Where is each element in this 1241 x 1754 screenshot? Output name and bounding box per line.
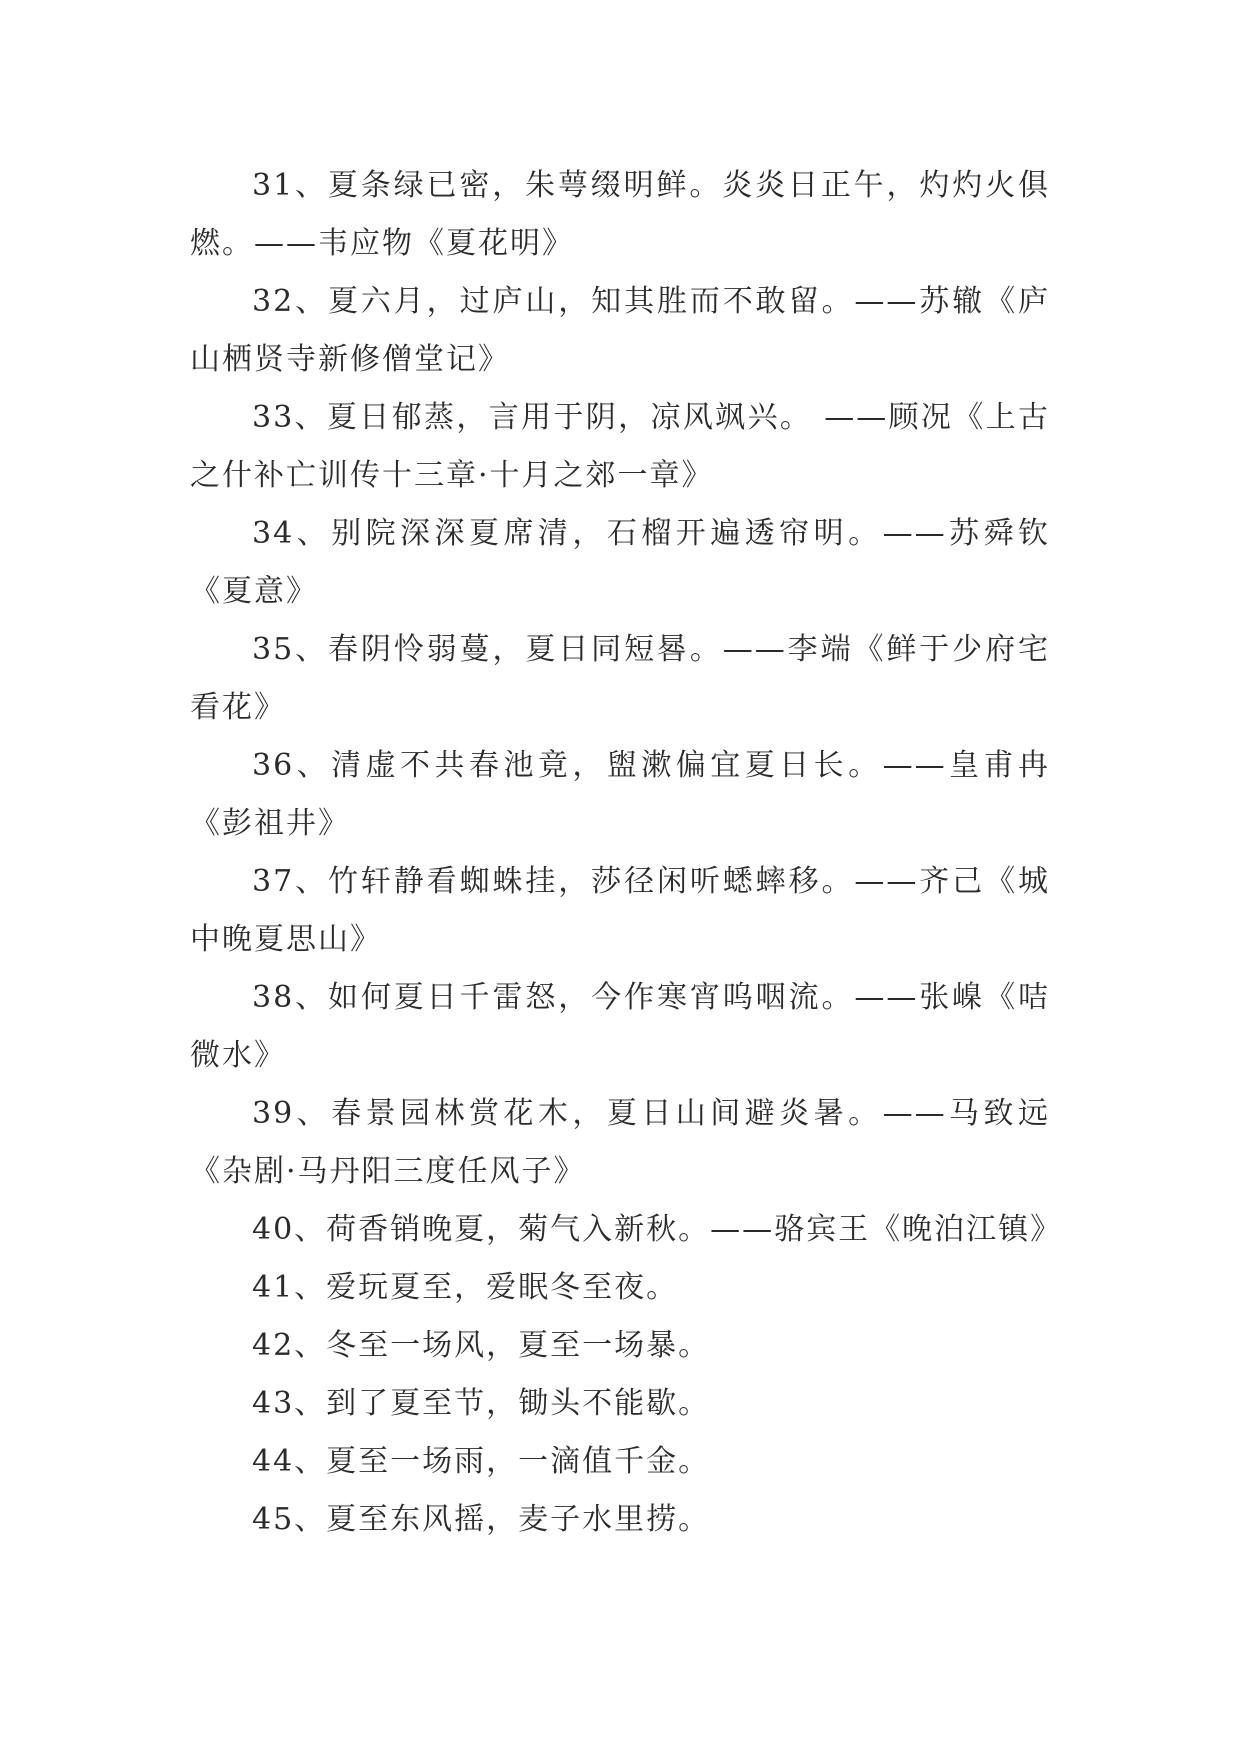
quote-paragraph-43: 43、到了夏至节，锄头不能歇。 — [252, 1386, 711, 1421]
quote-paragraph-40: 40、荷香销晚夏，菊气入新秋。——骆宾王《晚泊江镇》 — [252, 1212, 1063, 1247]
quote-paragraph-44: 44、夏至一场雨，一滴值千金。 — [252, 1444, 711, 1479]
quote-paragraph-37: 37、竹轩静看蜘蛛挂，莎径闲听蟋蟀移。——齐己《城中晚夏思山》 — [190, 864, 1050, 957]
quote-paragraph-34: 34、别院深深夏席清，石榴开遍透帘明。——苏舜钦《夏意》 — [190, 516, 1050, 609]
quote-paragraph-41: 41、爱玩夏至，爱眠冬至夜。 — [252, 1270, 679, 1305]
quote-paragraph-36: 36、清虚不共春池竟，盥漱偏宜夏日长。——皇甫冉《彭祖井》 — [190, 748, 1050, 841]
quote-paragraph-35: 35、春阴怜弱蔓，夏日同短晷。——李端《鲜于少府宅看花》 — [190, 632, 1050, 725]
quote-paragraph-31: 31、夏条绿已密，朱萼缀明鲜。炎炎日正午，灼灼火俱燃。——韦应物《夏花明》 — [190, 168, 1050, 261]
document-body — [190, 157, 1063, 1549]
quote-paragraph-38: 38、如何夏日千雷怒，今作寒宵呜咽流。——张嵲《咭微水》 — [190, 980, 1050, 1073]
quote-paragraph-42: 42、冬至一场风，夏至一场暴。 — [252, 1328, 711, 1363]
quote-paragraph-39: 39、春景园林赏花木，夏日山间避炎暑。——马致远《杂剧·马丹阳三度任风子》 — [190, 1096, 1050, 1189]
quote-paragraph-32: 32、夏六月，过庐山，知其胜而不敢留。——苏辙《庐山栖贤寺新修僧堂记》 — [190, 284, 1050, 377]
quote-paragraph-33: 33、夏日郁蒸，言用于阴，凉风飒兴。 ——顾况《上古之什补亡训传十三章·十月之郊一章》 — [190, 400, 1050, 493]
quote-paragraph-45: 45、夏至东风摇，麦子水里捞。 — [252, 1502, 711, 1537]
